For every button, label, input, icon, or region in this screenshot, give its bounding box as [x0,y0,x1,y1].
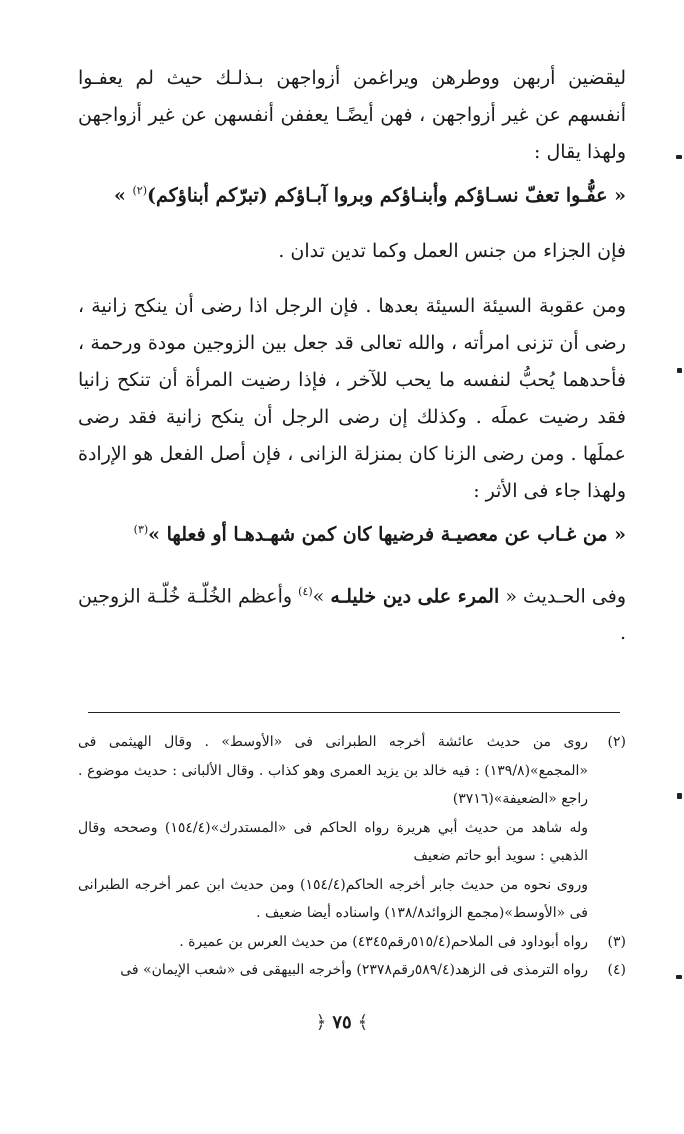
quote-1-close: » [113,184,126,207]
ornament-bracket-left-icon: ﴿ [315,1012,327,1033]
quote-1-text: « عفُّـوا تعفّ نسـاؤكم وأبنـاؤكم وبروا آبـاؤكم (تبرّكم أبناؤكم) [147,184,626,207]
paragraph-4-end: وأعظم الخُلّـة خُلّـة الزوجين . [78,584,626,644]
scan-mark-icon [676,155,682,159]
paragraph-4 [78,573,626,652]
footnote-number: (٤) [607,962,626,978]
ornament-bracket-right-icon: ﴾ [357,1012,369,1033]
footnote-ref-4[interactable]: (٤) [298,584,313,598]
footnote [78,814,626,871]
footnote [78,928,626,957]
quote-2 [78,510,626,554]
page-number-value: ٧٥ [332,1012,352,1033]
scan-mark-icon [677,793,682,799]
scan-mark-icon [677,368,682,373]
quote-2-text: « من غـاب عن معصيـة فرضيها كان كمن شهـدهـا أو فعلها » [148,523,626,546]
footnote-divider [88,712,620,713]
footnote [78,728,626,814]
footnote-text: وروى نحوه من حديث جابر أخرجه الحاكم(١٥٤/٤) ومن حديث ابن عمر أخرجه الطبرانى فى «الأوسط»(مجمع الزوائد١٣٨/٨) واسناده أيضا ضعيف . [78,876,588,921]
footnote-text: رواه الترمذى فى الزهد(٥٨٩/٤رقم٢٣٧٨) وأخرجه البيهقى فى «شعب الإيمان» فى [120,962,588,978]
quote-1 [78,171,626,215]
scan-mark-icon [676,975,682,979]
paragraph-2: فإن الجزاء من جنس العمل وكما تدين تدان . [278,240,626,263]
footnote-number [588,814,626,871]
footnote-text: رواه أبوداود فى الملاحم(٥١٥/٤رقم٤٣٤٥) من حديث العرس بن عميرة . [179,933,588,950]
footnote-text: روى من حديث عائشة أخرجه الطبرانى فى «الأوسط» . وقال الهيثمى فى «المجمع»(١٣٩/٨) : فيه خالد بن يزيد العمرى وهو كذاب . وقال الألبانى : حديث موضوع . راجع «الضعيفة»(٣٧١٦) [78,734,588,807]
footnote [78,871,626,928]
main-text [78,60,626,652]
footnote [78,956,626,985]
hadith-quote: المرء على دين خليلـه [330,584,500,607]
footnotes [78,728,626,985]
footnote-text: وله شاهد من حديث أبي هريرة رواه الحاكم فى «المستدرك»(١٥٤/٤) وصححه وقال الذهبي : سويد أبو حاتم ضعيف [78,819,588,864]
paragraph-4-close-quote: » [312,584,325,607]
paragraph-3: ومن عقوبة السيئة السيئة بعدها . فإن الرجل اذا رضى أن ينكح زانية ، رضى أن تزنى امرأته ، والله تعالى قد جعل بين الزوجين مودة ورحمة ، فأحدهما يُحبُّ لنفسه ما يحب للآخر ، فإذا رضيت المرأة أن تنكح زانيا فقد رضيت عملَه . وكذلك إن رضى الرجل أن ينكح زانية فقد رضى عملَها . ومن رضى الزنا كان بمنزلة الزانى ، فإن أصل الفعل هو الإرادة ولهذا جاء فى الأثر : [78,295,626,503]
footnote-number: (٢) [607,734,626,750]
footnote-number: (٣) [607,933,626,950]
footnote-ref-2[interactable]: (٢) [132,184,147,197]
footnote-number [588,871,626,928]
footnote-ref-3[interactable]: (٣) [133,523,149,537]
paragraph-1: ليقضين أربهن ووطرهن ويراغمن أزواجهن بـذلـك حيث لم يعفـوا أنفسهم عن غير أزواجهن ، فهن أيضًـا يعففن أنفسهن عن غير أزواجهن ولهذا يقال : [78,67,626,163]
paragraph-4-start: وفى الحـديث « [505,584,626,607]
page-number [0,1012,684,1033]
